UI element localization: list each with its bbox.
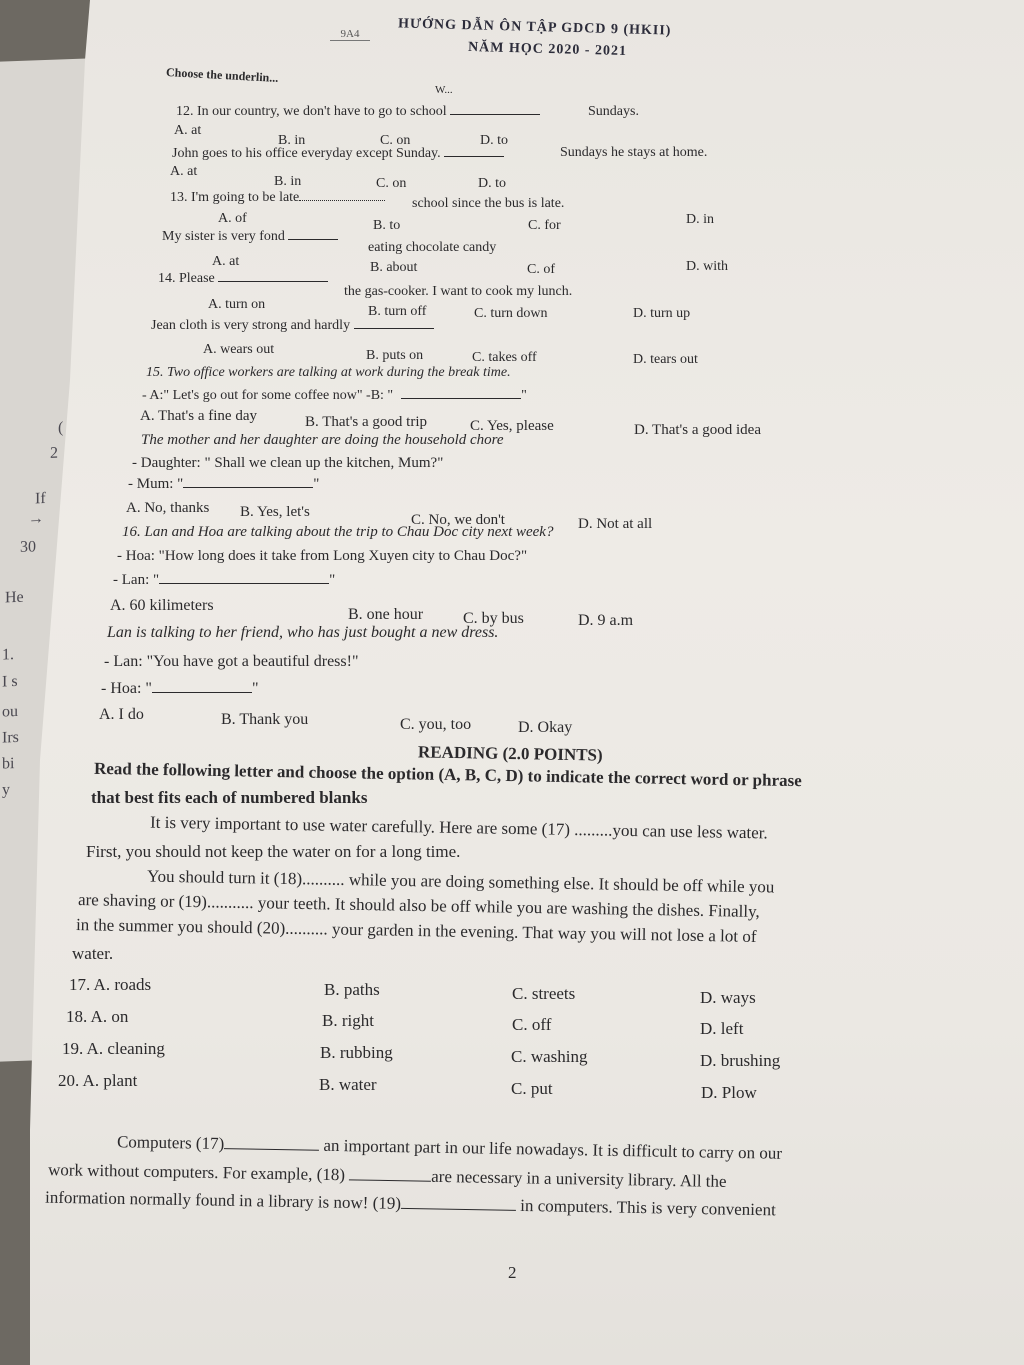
- dialogue-line: - Lan: "You have got a beautiful dress!": [104, 653, 359, 670]
- option-d: D. turn up: [633, 306, 691, 321]
- passage-line: water.: [72, 944, 114, 963]
- option-b: B. in: [278, 133, 306, 148]
- option-c: C. takes off: [472, 350, 537, 365]
- question-tail: eating chocolate candy: [368, 240, 497, 255]
- doc-title: HƯỚNG DẪN ÔN TẬP GDCD 9 (HKII): [397, 16, 672, 39]
- answer-option: D. left: [700, 1019, 744, 1038]
- page-number: 2: [508, 1263, 517, 1282]
- side-fragment: If: [35, 489, 46, 508]
- option-c: C. you, too: [400, 716, 472, 733]
- side-fragment: y: [2, 781, 10, 799]
- passage-line: are shaving or (19)........... your teeth. It should also be off while you are washing the dishes. Finally,: [77, 890, 760, 921]
- option-b: B. That's a good trip: [305, 414, 427, 430]
- dialogue-line: - A:" Let's go out for some coffee now" -B: " ": [142, 388, 527, 403]
- passage-line: You should turn it (18).......... while you are doing something else. It should be off while you: [146, 866, 775, 897]
- option-d: D. to: [478, 176, 506, 191]
- option-c: C. of: [527, 262, 555, 277]
- option-d: D. 9 a.m: [578, 612, 634, 629]
- option-b: B. in: [274, 174, 302, 189]
- side-fragment: 2: [50, 444, 58, 462]
- option-d: D. in: [686, 212, 714, 227]
- side-fragment: 30: [20, 538, 36, 556]
- dialogue-context: 16. Lan and Hoa are talking about the trip to Chau Doc city next week?: [122, 524, 554, 540]
- question-stem: 13. I'm going to be late: [170, 190, 385, 206]
- answer-option: C. streets: [512, 984, 576, 1003]
- option-d: D. Not at all: [578, 516, 653, 532]
- side-fragment: He: [5, 588, 24, 607]
- option-c: C. on: [380, 133, 411, 148]
- option-b: B. to: [373, 218, 401, 233]
- question-tail: Sundays.: [588, 104, 639, 119]
- question-stem: My sister is very fond: [162, 229, 338, 245]
- option-c: C. No, we don't: [411, 512, 505, 528]
- answer-option: D. Plow: [701, 1083, 757, 1102]
- answer-option: B. rubbing: [320, 1043, 393, 1062]
- option-d: D. with: [686, 259, 728, 274]
- option-a: A. at: [174, 123, 202, 138]
- option-d: D. tears out: [633, 352, 698, 367]
- passage-line: work without computers. For example, (18) are necessary in a university library. All the: [47, 1160, 727, 1191]
- answer-option: C. washing: [511, 1047, 588, 1066]
- option-a: A. at: [170, 164, 198, 179]
- answer-option: 18. A. on: [66, 1007, 129, 1026]
- passage-line: information normally found in a library is now! (19) in computers. This is very convenient: [44, 1187, 776, 1220]
- option-a: A. at: [212, 254, 240, 269]
- question-stem: 14. Please: [158, 271, 328, 287]
- option-c: C. Yes, please: [470, 418, 554, 434]
- option-a: A. of: [218, 211, 247, 226]
- answer-option: B. water: [319, 1075, 377, 1094]
- dialogue-context: Lan is talking to her friend, who has just bought a new dress.: [107, 624, 499, 641]
- option-d: D. Okay: [518, 719, 573, 736]
- question-stem: 12. In our country, we don't have to go to school: [176, 104, 540, 120]
- option-c: C. turn down: [474, 306, 548, 321]
- option-c: C. by bus: [463, 610, 524, 627]
- dialogue-line: - Lan: " ": [113, 572, 336, 588]
- side-fragment: (: [58, 419, 64, 437]
- option-d: D. That's a good idea: [634, 422, 761, 438]
- side-fragment: I s: [2, 672, 18, 691]
- option-a: A. That's a fine day: [140, 408, 257, 424]
- doc-subtitle: NĂM HỌC 2020 - 2021: [467, 39, 628, 60]
- answer-option: B. right: [322, 1011, 374, 1030]
- option-c: C. on: [376, 176, 407, 191]
- side-fragment: bi: [2, 755, 15, 773]
- reading-instruction: that best fits each of numbered blanks: [91, 788, 368, 807]
- option-a: A. wears out: [203, 342, 275, 357]
- question-tail: school since the bus is late.: [412, 196, 565, 211]
- class-code: 9A4: [330, 28, 370, 41]
- answer-option: D. brushing: [700, 1051, 781, 1070]
- option-a: A. 60 kilimeters: [110, 597, 214, 614]
- option-b: B. puts on: [366, 348, 424, 363]
- dialogue-context: The mother and her daughter are doing the household chore: [141, 432, 504, 448]
- side-fragment: ou: [2, 702, 18, 721]
- reading-heading: READING (2.0 POINTS): [417, 742, 603, 765]
- passage-line: in the summer you should (20).......... your garden in the evening. That way you will not lose a lot of: [75, 915, 757, 946]
- option-a: A. turn on: [208, 297, 266, 312]
- side-fragment: Irs: [2, 728, 19, 747]
- question-tail: the gas-cooker. I want to cook my lunch.: [344, 284, 573, 299]
- dialogue-line: - Mum: " ": [128, 476, 320, 492]
- option-a: A. No, thanks: [126, 500, 210, 516]
- answer-option: D. ways: [700, 988, 756, 1007]
- instruction-partial: Choose the underlin...: [165, 65, 279, 85]
- instruction-partial-2: W...: [435, 84, 453, 96]
- answer-option: 17. A. roads: [69, 975, 152, 994]
- question-tail: Sundays he stays at home.: [560, 145, 708, 160]
- option-b: B. one hour: [348, 606, 424, 623]
- question-stem: Jean cloth is very strong and hardly: [151, 318, 434, 334]
- option-b: B. Yes, let's: [240, 504, 310, 520]
- option-b: B. turn off: [368, 304, 427, 319]
- answer-option: 19. A. cleaning: [62, 1039, 165, 1058]
- answer-option: C. put: [511, 1079, 553, 1098]
- side-fragment: 1.: [2, 646, 14, 664]
- passage-line: Computers (17) an important part in our life nowadays. It is difficult to carry on our: [116, 1132, 783, 1163]
- dialogue-line: - Hoa: "How long does it take from Long Xuyen city to Chau Doc?": [117, 548, 528, 564]
- dialogue-line: - Hoa: " ": [101, 680, 259, 697]
- passage-line: It is very important to use water carefully. Here are some (17) .........you can use less water.: [149, 812, 768, 843]
- dialogue-context: 15. Two office workers are talking at work during the break time.: [146, 365, 511, 380]
- answer-option: C. off: [512, 1015, 552, 1034]
- option-a: A. I do: [99, 706, 144, 723]
- option-d: D. to: [480, 133, 508, 148]
- answer-option: 20. A. plant: [58, 1071, 138, 1090]
- side-fragment: →: [28, 510, 44, 528]
- option-b: B. Thank you: [221, 711, 309, 728]
- option-b: B. about: [370, 260, 418, 275]
- passage-line: First, you should not keep the water on for a long time.: [86, 842, 461, 861]
- option-c: C. for: [528, 218, 561, 233]
- answer-option: B. paths: [324, 980, 380, 999]
- question-stem: John goes to his office everyday except Sunday.: [172, 146, 504, 162]
- reading-instruction: Read the following letter and choose the option (A, B, C, D) to indicate the correct word or phrase: [93, 758, 802, 791]
- dialogue-line: - Daughter: " Shall we clean up the kitchen, Mum?": [132, 455, 444, 471]
